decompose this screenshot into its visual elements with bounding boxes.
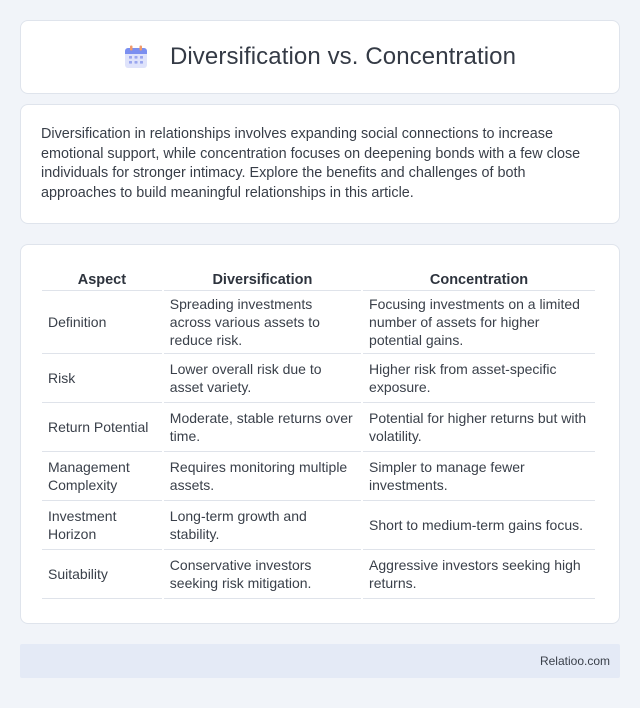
header-aspect: Aspect — [42, 265, 162, 291]
title-row — [124, 43, 516, 71]
aspect-cell: Definition — [42, 291, 162, 354]
comparison-table — [40, 265, 597, 599]
calendar-icon — [124, 45, 148, 69]
table-row — [42, 501, 595, 550]
diversification-cell: Lower overall risk due to asset variety. — [164, 354, 361, 403]
footer-site-name: Relatioo.com — [539, 654, 610, 668]
header-diversification: Diversification — [164, 265, 361, 291]
diversification-cell: Long-term growth and stability. — [164, 501, 361, 550]
intro-paragraph: Diversification in relationships involves expanding social connections to increase emotional support, while concentration focuses on deepening bonds with a few close individuals for stronger intimacy. Explore the benefits and challenges of both approaches to build meaningful relationships in this article. — [41, 126, 581, 201]
concentration-cell: Higher risk from asset-specific exposure. — [363, 354, 595, 403]
aspect-cell: Risk — [42, 354, 162, 403]
footer — [20, 644, 620, 678]
table-row — [42, 403, 595, 452]
diversification-cell: Requires monitoring multiple assets. — [164, 452, 361, 501]
concentration-cell: Aggressive investors seeking high returns. — [363, 550, 595, 599]
table-row — [42, 452, 595, 501]
concentration-cell: Short to medium-term gains focus. — [363, 501, 595, 550]
header-concentration: Concentration — [363, 265, 595, 291]
title-card — [20, 20, 620, 94]
aspect-cell: Management Complexity — [42, 452, 162, 501]
comparison-card — [20, 244, 620, 624]
concentration-cell: Simpler to manage fewer investments. — [363, 452, 595, 501]
concentration-cell: Potential for higher returns but with volatility. — [363, 403, 595, 452]
diversification-cell: Conservative investors seeking risk mitigation. — [164, 550, 361, 599]
diversification-cell: Moderate, stable returns over time. — [164, 403, 361, 452]
diversification-cell: Spreading investments across various assets to reduce risk. — [164, 291, 361, 354]
aspect-cell: Investment Horizon — [42, 501, 162, 550]
table-row — [42, 291, 595, 354]
table-row — [42, 550, 595, 599]
table-header-row — [42, 265, 595, 291]
aspect-cell: Return Potential — [42, 403, 162, 452]
page-title: Diversification vs. Concentration — [169, 43, 517, 70]
intro-card — [20, 104, 620, 224]
table-row — [42, 354, 595, 403]
aspect-cell: Suitability — [42, 550, 162, 599]
concentration-cell: Focusing investments on a limited number of assets for higher potential gains. — [363, 291, 595, 354]
